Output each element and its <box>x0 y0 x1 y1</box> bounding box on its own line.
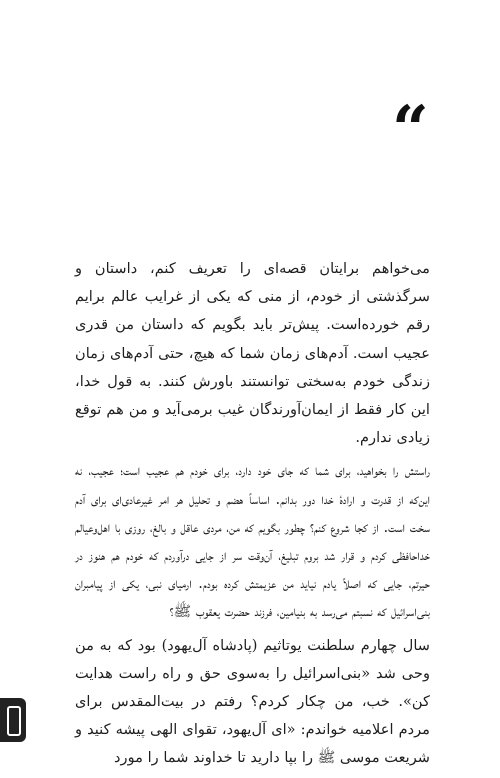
paragraph-1: می‌خواهم برایتان قصه‌ای را تعریف کنم، داستان و سرگذشتی از خودم، از منی که یکی از غرایب عالم برایم رقم خورده‌است. پیش‌تر باید بگویم که داستان من قدری عجیب است. آدم‌های زمان شما که هیچ، حتی آدم‌های زمان زندگی خودم به‌سختی توانستند باورش کنند. به قول خدا، این کار فقط از ایمان‌آورندگان غیب برمی‌آید و من هم توقع زیادی ندارم. <box>75 260 430 447</box>
paragraph-3: سال چهارم سلطنت یوتاثیم (پادشاه آل‌یهود) بود که به من وحی شد «بنی‌اسرائیل را به‌سوی حق و راه راست هدایت کن». خب، من چکار کردم؟ رفتم در بیت‌المقدس برای مردم اعلامیه خواندم: «ای آل‌یهود، تقوای الهی پیشه کنید و شریعت موسی ﷺ را بپا دارید تا خداوند شما را مورد <box>75 636 430 767</box>
opening-quote-mark: “ <box>392 92 429 167</box>
chapter-body-text <box>75 255 430 778</box>
paragraph-2: راستش را بخواهید، برای شما که جای خود دارد، برای خودم هم عجیب است؛ عجیب، نه این‌که از قدرت و ارادهٔ خدا دور بدانم. اساساً هضم و تحلیل هر امر غیرعادی‌ای برای آدم سخت است. از کجا شروع کنم؟ چطور بگویم که من، مردی عاقل و بالغ، روزی با اهل‌وعیالم خداحافظی کردم و قرار شد بروم تبلیغ، آن‌وقت سر از جایی درآوردم که خودم هم هنوز در حیرتم، جایی که اصلاً یادم نیاید من عزیمتش کرده بودم. ارمیای نبی، یکی از پیامبران بنی‌اسرائیل که نسبتم می‌رسد به بنیامین، فرزند حضرت یعقوب ﷺ؟ <box>75 462 430 621</box>
page-edge-tab-icon <box>0 698 26 742</box>
